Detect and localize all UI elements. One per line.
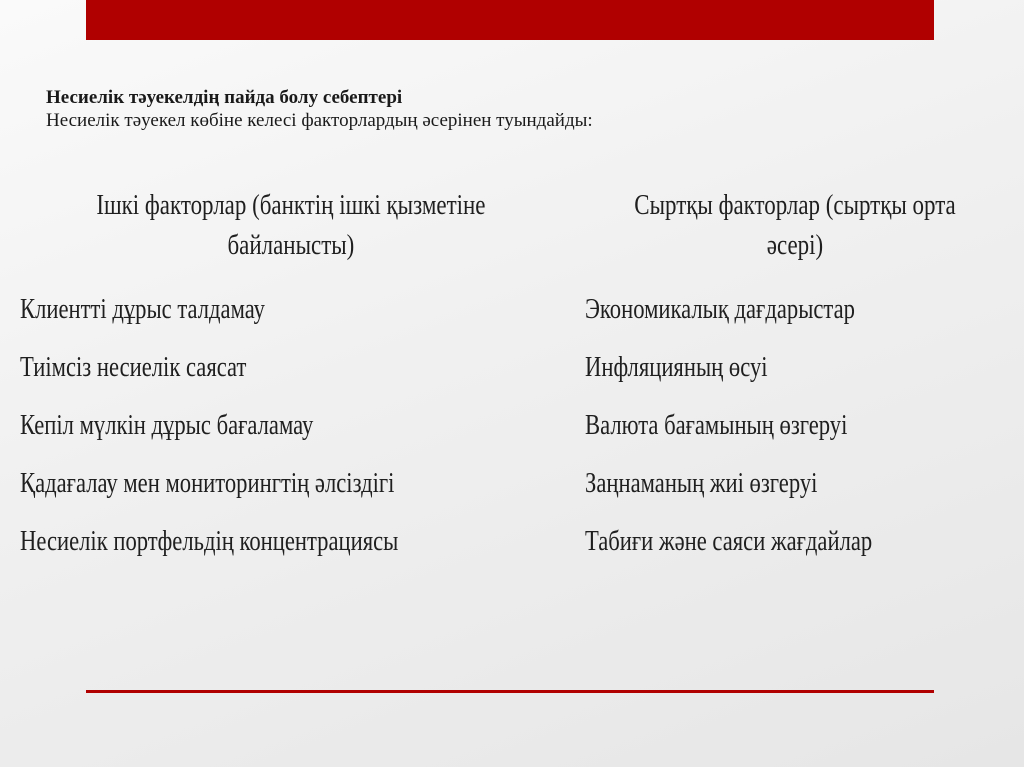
internal-factors-column — [20, 186, 560, 557]
list-item: Валюта бағамының өзгеруі — [585, 409, 848, 441]
internal-factors-list — [20, 280, 660, 570]
slide-heading — [46, 86, 946, 133]
internal-header-line-2: байланысты) — [227, 230, 355, 261]
list-item: Кепіл мүлкін дұрыс бағаламау — [20, 409, 314, 441]
internal-factors-header — [70, 186, 513, 266]
internal-header-line-1: Ішкі факторлар (банктің ішкі қызметіне — [96, 190, 486, 221]
list-item: Инфляцияның өсуі — [585, 351, 768, 383]
list-item: Қадағалау мен мониторингтің әлсіздігі — [20, 467, 395, 499]
external-factors-header — [623, 186, 967, 266]
bottom-accent-line — [86, 690, 934, 693]
list-item: Тиімсіз несиелік саясат — [20, 351, 247, 383]
external-factors-list — [585, 280, 1024, 570]
list-item: Несиелік портфельдің концентрациясы — [20, 525, 399, 557]
slide-subtitle: Несиелік тәуекел көбіне келесі факторлардың әсерінен туындайды: — [46, 110, 593, 131]
list-item: Табиғи және саяси жағдайлар — [585, 525, 873, 557]
list-item: Заңнаманың жиі өзгеруі — [585, 467, 818, 499]
external-header-line-1: Сыртқы факторлар (сыртқы орта — [634, 190, 956, 221]
top-accent-bar — [86, 0, 934, 40]
external-header-line-2: әсері) — [766, 230, 824, 261]
slide-title: Несиелік тәуекелдің пайда болу себептері — [46, 87, 403, 108]
list-item: Экономикалық дағдарыстар — [585, 293, 855, 325]
list-item: Клиентті дұрыс талдамау — [20, 293, 265, 325]
external-factors-column — [585, 186, 1005, 557]
